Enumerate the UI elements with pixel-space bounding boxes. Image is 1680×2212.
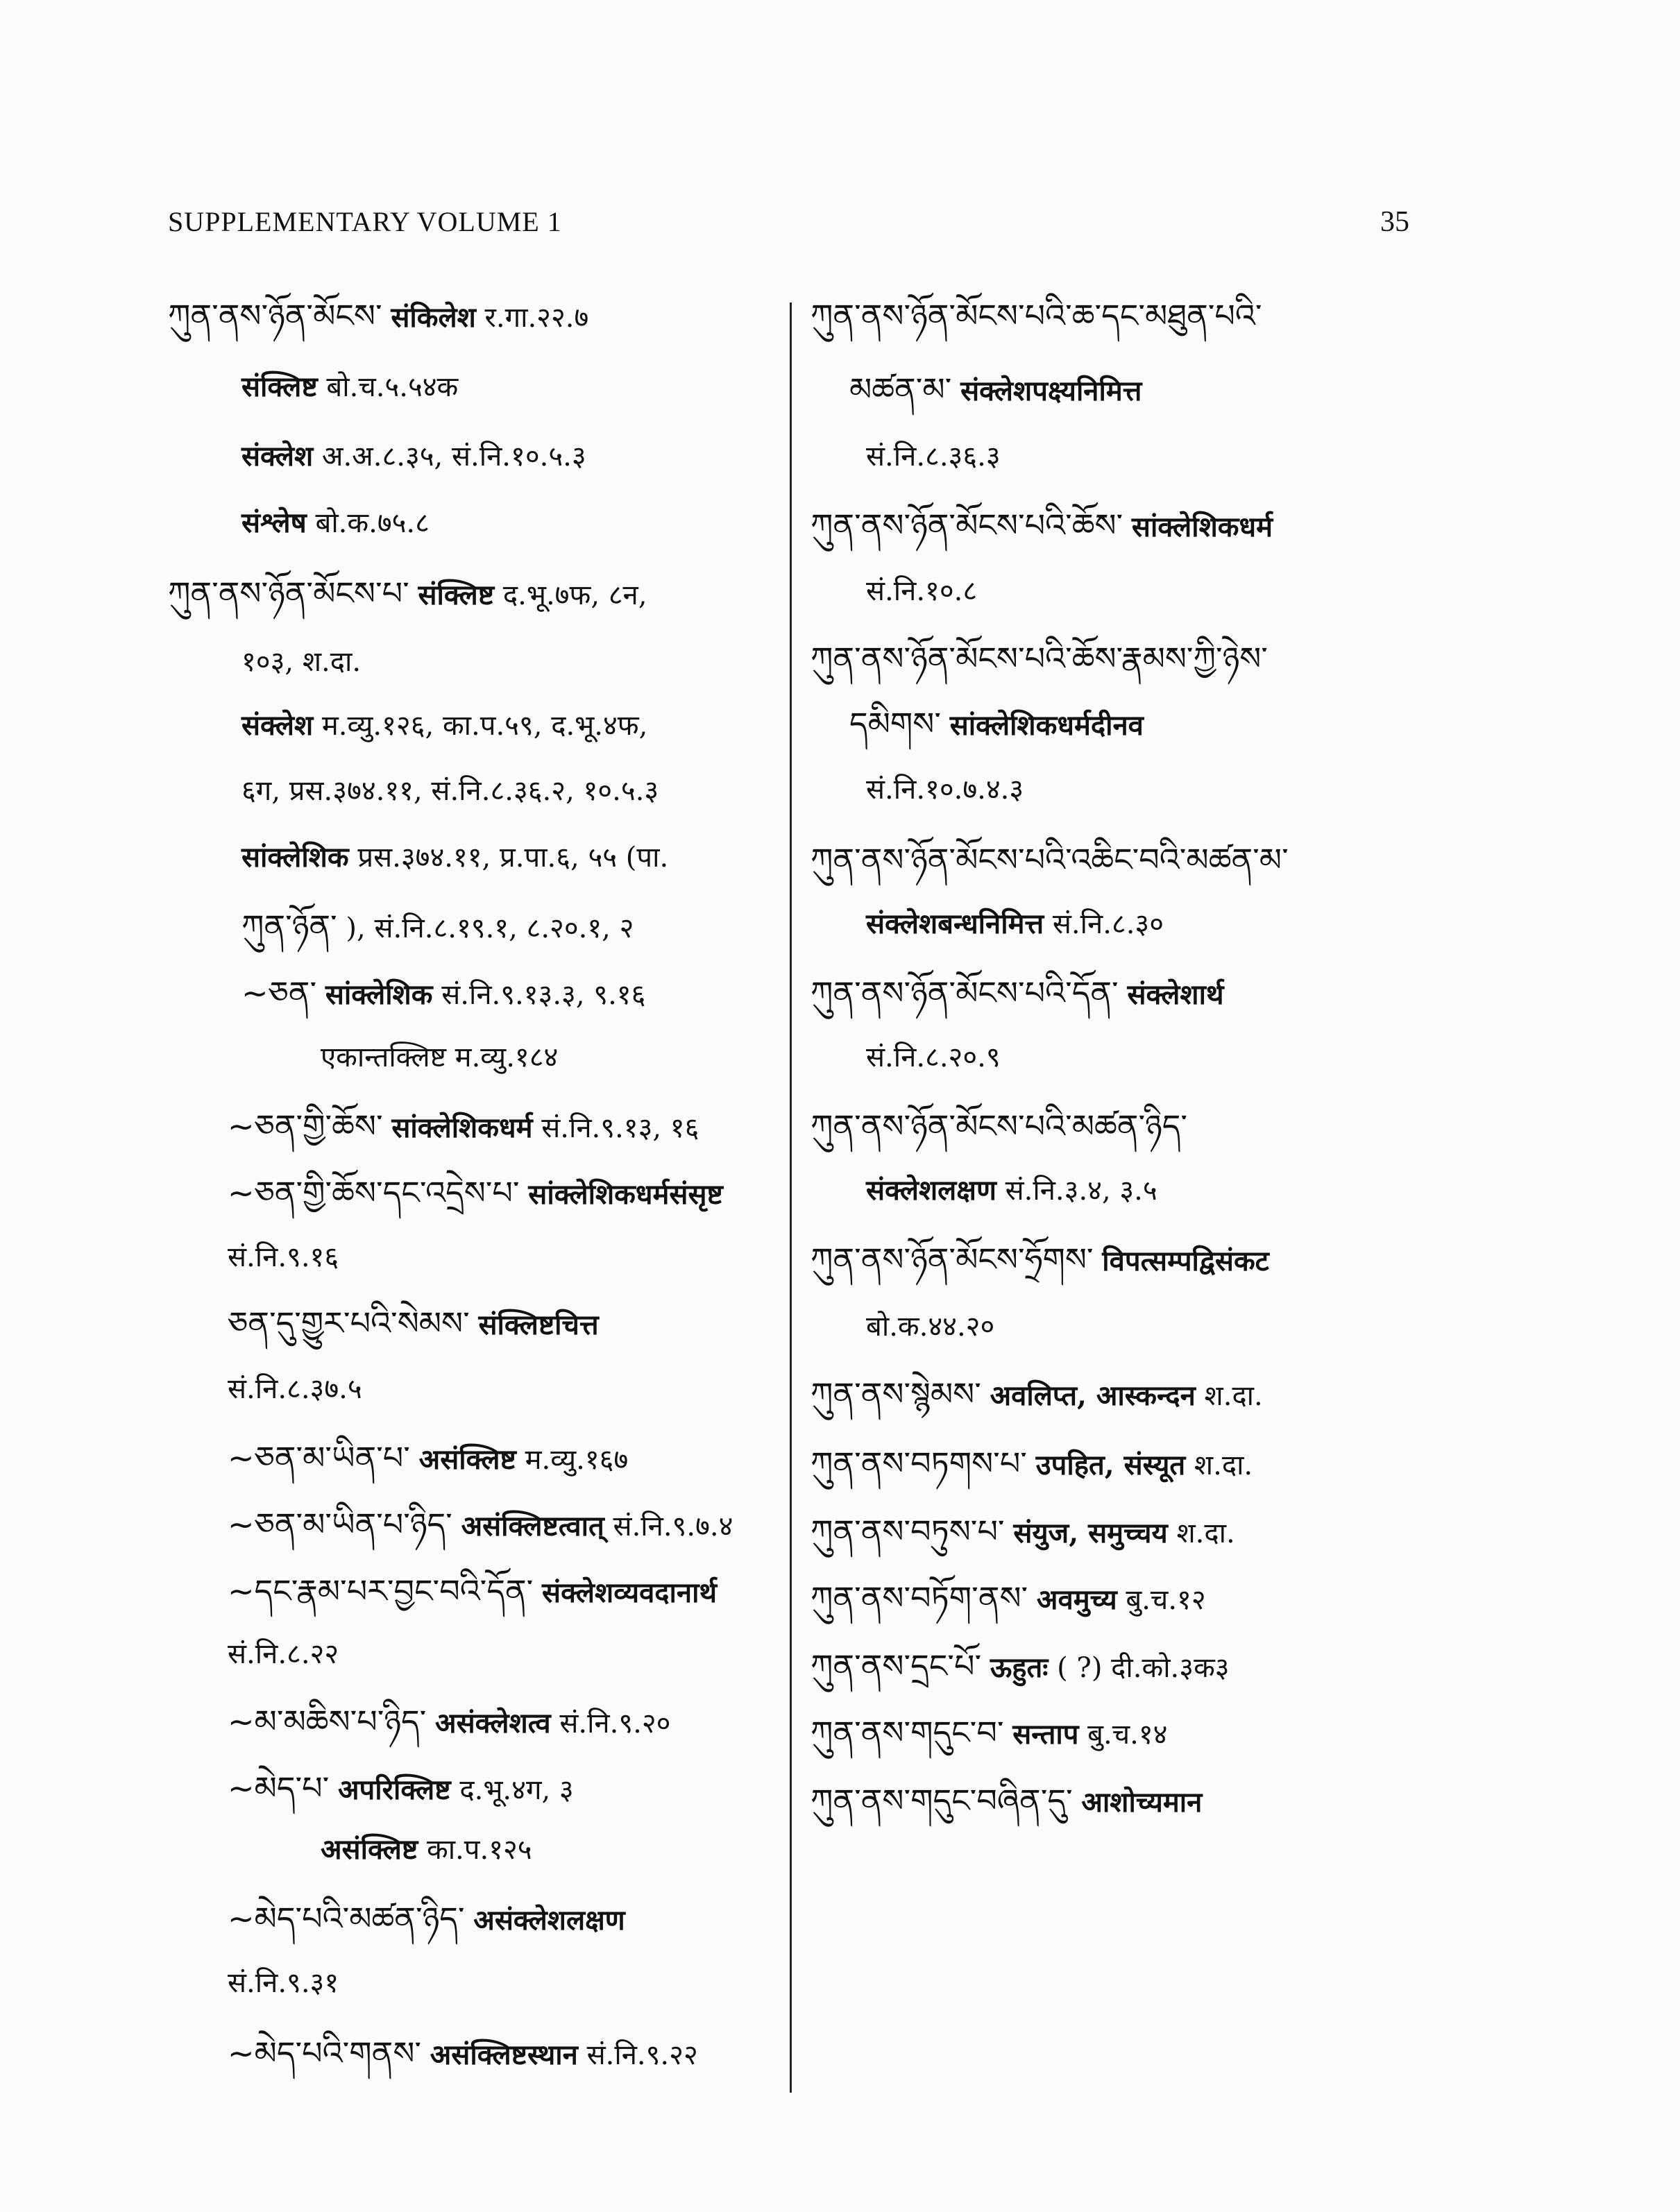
tibetan-term: ~མེད་པའི་མཚན་ཉིད་ bbox=[228, 1900, 465, 1937]
tibetan-term: ཀུན་ནས་ཉོན་མོངས་པའི་མཚན་ཉིད་ bbox=[811, 1107, 1188, 1145]
left-entry-line bbox=[168, 2034, 698, 2072]
left-entry-line bbox=[168, 648, 361, 676]
left-entry-line bbox=[168, 1243, 339, 1271]
sanskrit-term: संक्लेशलक्षण bbox=[866, 1174, 996, 1207]
reference: श.दा. bbox=[1194, 1449, 1253, 1481]
reference: ( ?) दी.को.३क३ bbox=[1057, 1652, 1230, 1684]
left-entry-line bbox=[168, 841, 669, 874]
tibetan-term: ཀུན་ནས་དྲང་པོ་ bbox=[811, 1647, 982, 1685]
tibetan-term: ཀུན་ནས་བཏགས་པ་ bbox=[811, 1445, 1027, 1482]
right-entry-line bbox=[811, 1174, 1157, 1207]
reference: सं.नि.१०.८ bbox=[866, 575, 978, 607]
tibetan-term: ཀུན་ནས་གདུང་བ་ bbox=[811, 1714, 1004, 1751]
reference: सं.नि.८.३० bbox=[1052, 908, 1164, 940]
tibetan-term: ཀུན་ནས་ཉོན་མོངས་པའི་དོན་ bbox=[811, 974, 1119, 1012]
left-entry-line bbox=[168, 974, 646, 1012]
right-entry-line bbox=[811, 371, 1142, 408]
reference: सं.नि.८.३६.३ bbox=[866, 441, 1001, 473]
reference: अ.अ.८.३५, सं.नि.१०.५.३ bbox=[321, 441, 586, 473]
reference: बु.च.१४ bbox=[1087, 1719, 1168, 1751]
reference: सं.नि.९.१६ bbox=[228, 1241, 339, 1273]
reference: एकान्तक्लिष्ट म.व्यु.१८४ bbox=[321, 1041, 559, 1073]
right-entry-line bbox=[811, 1107, 1188, 1145]
left-entry-line bbox=[168, 1375, 362, 1403]
reference: प्रस.३७४.११, प्र.पा.६, ५५ (पा. bbox=[357, 842, 669, 874]
left-entry-line bbox=[168, 297, 589, 334]
tibetan-term: ~མེད་པ་ bbox=[228, 1769, 330, 1807]
reference: सं.नि.८.३७.५ bbox=[228, 1373, 362, 1405]
tibetan-term: མཚན་མ་ bbox=[849, 371, 952, 408]
right-entry-line bbox=[811, 1647, 1230, 1685]
sanskrit-term: सन्ताप bbox=[1012, 1718, 1079, 1751]
tibetan-term: ཀུན་ནས་བཏོག་ནས་ bbox=[811, 1579, 1028, 1617]
reference: ), सं.नि.८.१९.१, ८.२०.१, २ bbox=[346, 912, 634, 944]
tibetan-term: ཀུན་ནས་ཉོན་མོངས་པའི་འཆིང་བའི་མཚན་མ་ bbox=[811, 841, 1289, 878]
tibetan-term: ཀུན་ནས་ཉོན་མོངས་པའི་ཆོས་ bbox=[811, 507, 1123, 544]
column-divider bbox=[790, 303, 792, 2093]
reference: म.व्यु.१६७ bbox=[525, 1444, 629, 1476]
reference: सं.नि.९.१३.३, ९.१६ bbox=[441, 979, 646, 1011]
left-entry-line bbox=[168, 1304, 599, 1342]
tibetan-term: ~ཅན་ bbox=[241, 974, 317, 1012]
tibetan-term: ཀུན་ནས་བཏུས་པ་ bbox=[811, 1513, 1005, 1550]
right-entry-line bbox=[811, 705, 1144, 742]
reference: सं.नि.१०.७.४.३ bbox=[866, 774, 1024, 806]
reference: बु.च.१२ bbox=[1126, 1584, 1206, 1616]
sanskrit-term: अवलिप्त, आस्कन्दन bbox=[990, 1379, 1196, 1412]
sanskrit-term: असंक्लेशलक्षण bbox=[473, 1904, 625, 1937]
left-entry-line bbox=[168, 1969, 339, 1997]
reference: सं.नि.८.२२ bbox=[228, 1638, 339, 1670]
sanskrit-term: संक्लेशव्यवदानार्थ bbox=[542, 1576, 718, 1609]
sanskrit-term: असंक्लिष्ट bbox=[418, 1443, 516, 1476]
sanskrit-term: संयुज, समुच्चय bbox=[1013, 1517, 1168, 1549]
sanskrit-term: असंक्लिष्टत्वात् bbox=[461, 1510, 604, 1542]
tibetan-term: ~མེད་པའི་གནས་ bbox=[228, 2034, 422, 2072]
left-entry-line bbox=[168, 1703, 671, 1740]
left-entry-line bbox=[168, 575, 647, 612]
reference: म.व्यु.१२६, का.प.५९, द.भू.४फ, bbox=[321, 710, 648, 742]
reference: सं.नि.३.४, ३.५ bbox=[1005, 1175, 1157, 1207]
sanskrit-term: संक्लिष्टचित्त bbox=[478, 1309, 599, 1341]
left-entry-line bbox=[168, 1439, 629, 1477]
left-entry-line bbox=[168, 1640, 339, 1668]
page-number: 35 bbox=[1380, 206, 1409, 238]
reference: र.गा.२२.७ bbox=[484, 302, 589, 334]
sanskrit-term: संक्लेशार्थ bbox=[1127, 978, 1224, 1011]
tibetan-term: ~ཅན་མ་ཡིན་པ་ bbox=[228, 1439, 410, 1477]
right-entry-line bbox=[811, 1375, 1263, 1413]
left-entry-line bbox=[168, 709, 648, 742]
reference: ६ग, प्रस.३७४.११, सं.नि.८.३६.२, १०.५.३ bbox=[241, 775, 659, 807]
sanskrit-term: सांक्लेशिकधर्म bbox=[391, 1112, 533, 1144]
right-entry-line bbox=[811, 1445, 1253, 1482]
tibetan-term: ཀུན་ཉོན་ bbox=[241, 908, 337, 945]
tibetan-term: ཀུན་ནས་ཉོན་མོངས་པ་ bbox=[168, 575, 409, 612]
reference: बो.क.४४.२० bbox=[866, 1311, 995, 1343]
right-entry-line bbox=[811, 297, 1262, 334]
left-entry-line bbox=[168, 1572, 718, 1610]
right-entry-line bbox=[811, 1579, 1206, 1617]
left-entry-line bbox=[168, 1833, 532, 1866]
sanskrit-term: संक्लेश bbox=[241, 440, 314, 473]
sanskrit-term: संक्लेशपक्ष्यनिमित्त bbox=[960, 375, 1142, 407]
reference: सं.नि.८.२०.९ bbox=[866, 1041, 1001, 1073]
sanskrit-term: सांक्लेशिकधर्म bbox=[1131, 511, 1273, 543]
reference: द.भू.४ग, ३ bbox=[459, 1774, 574, 1806]
sanskrit-term: सांक्लेशिक bbox=[241, 841, 349, 874]
sanskrit-term: संक्लिष्ट bbox=[418, 579, 495, 611]
reference: सं.नि.९.३१ bbox=[228, 1967, 339, 1999]
tibetan-term: ~ཅན་མ་ཡིན་པ་ཉིད་ bbox=[228, 1506, 452, 1543]
right-entry-line bbox=[811, 507, 1273, 544]
reference: श.दा. bbox=[1176, 1517, 1235, 1549]
tibetan-term: དམིགས་ bbox=[849, 705, 942, 742]
left-entry-line bbox=[168, 777, 659, 805]
left-entry-line bbox=[168, 1900, 625, 1937]
tibetan-term: ~ཅན་གྱི་ཆོས་དང་འདྲེས་པ་ bbox=[228, 1174, 520, 1211]
reference: १०३, श.दा. bbox=[241, 646, 362, 678]
right-entry-line bbox=[811, 1241, 1269, 1278]
page-header bbox=[168, 205, 1409, 247]
left-entry-line bbox=[168, 373, 458, 401]
right-entry-line bbox=[811, 974, 1224, 1012]
reference: सं.नि.९.२२ bbox=[586, 2039, 698, 2071]
sanskrit-term: उपहित, संस्यूत bbox=[1035, 1449, 1186, 1481]
right-entry-line bbox=[811, 910, 1164, 938]
tibetan-term: ཀུན་ནས་ཉོན་མོངས་པའི་ཆ་དང་མཐུན་པའི་ bbox=[811, 297, 1262, 334]
sanskrit-term: अपरिक्लिष्ट bbox=[338, 1773, 451, 1806]
reference: बो.च.५.५४क bbox=[326, 371, 459, 403]
reference: सं.नि.९.७.४ bbox=[613, 1511, 733, 1542]
sanskrit-term: ऊहुतः bbox=[990, 1651, 1049, 1684]
sanskrit-term: सांक्लेशिकधर्मदीनव bbox=[949, 709, 1144, 742]
left-entry-line bbox=[168, 1769, 574, 1807]
sanskrit-term: विपत्सम्पद्विसंकट bbox=[1102, 1245, 1269, 1277]
right-entry-line bbox=[811, 1782, 1203, 1819]
sanskrit-term: सांक्लेशिकधर्मसंसृष्ट bbox=[528, 1178, 723, 1211]
reference: बो.क.७५.८ bbox=[315, 507, 430, 539]
reference: सं.नि.९.१३, १६ bbox=[541, 1112, 699, 1144]
reference: द.भू.७फ, ८न, bbox=[502, 579, 647, 611]
tibetan-term: ཀུན་ནས་སྙེམས་ bbox=[811, 1375, 981, 1413]
right-entry-line bbox=[811, 841, 1289, 878]
sanskrit-term: सांक्लेशिक bbox=[325, 978, 433, 1011]
right-entry-line bbox=[811, 1313, 994, 1341]
right-entry-line bbox=[811, 640, 1268, 677]
tibetan-term: ~ཅན་གྱི་ཆོས་ bbox=[228, 1107, 383, 1145]
right-entry-line bbox=[811, 1714, 1168, 1751]
left-entry-line bbox=[168, 440, 586, 473]
sanskrit-term: संक्लेश bbox=[241, 709, 314, 742]
sanskrit-term: आशोच्यमान bbox=[1081, 1786, 1203, 1819]
left-entry-line bbox=[168, 1174, 723, 1211]
left-entry-line bbox=[168, 509, 430, 537]
left-entry-line bbox=[168, 1107, 699, 1145]
sanskrit-term: असंक्लिष्टस्थान bbox=[430, 2039, 578, 2071]
left-entry-line bbox=[168, 908, 634, 945]
tibetan-term: ~དང་རྣམ་པར་བྱང་བའི་དོན་ bbox=[228, 1572, 534, 1610]
reference: श.दा. bbox=[1204, 1380, 1263, 1412]
tibetan-term: ཅན་དུ་གྱུར་པའི་སེམས་ bbox=[228, 1304, 470, 1342]
tibetan-term: ~མ་མཆིས་པ་ཉིད་ bbox=[228, 1703, 427, 1740]
sanskrit-term: संश्लेष bbox=[241, 507, 307, 539]
tibetan-term: ཀུན་ནས་གདུང་བཞིན་དུ་ bbox=[811, 1782, 1073, 1819]
running-title: SUPPLEMENTARY VOLUME 1 bbox=[168, 206, 562, 237]
sanskrit-term: संक्लेशबन्धनिमित्त bbox=[866, 908, 1044, 940]
tibetan-term: ཀུན་ནས་ཉོན་མོངས་ bbox=[168, 297, 382, 334]
sanskrit-term: असंक्लिष्ट bbox=[321, 1833, 418, 1866]
right-entry-line bbox=[811, 441, 1001, 473]
sanskrit-term: संक्लिष्ट bbox=[241, 371, 318, 403]
sanskrit-term: असंक्लेशत्व bbox=[435, 1707, 551, 1739]
sanskrit-term: अवमुच्य bbox=[1036, 1583, 1117, 1616]
tibetan-term: ཀུན་ནས་ཉོན་མོངས་ཧྲོགས་ bbox=[811, 1241, 1094, 1278]
left-entry-line bbox=[168, 1041, 559, 1073]
sanskrit-term: संकिलेश bbox=[391, 301, 476, 334]
left-entry-line bbox=[168, 1506, 733, 1543]
right-entry-line bbox=[811, 1513, 1235, 1550]
reference: सं.नि.९.२० bbox=[559, 1708, 671, 1739]
right-entry-line bbox=[811, 1041, 1001, 1073]
tibetan-term: ཀུན་ནས་ཉོན་མོངས་པའི་ཆོས་རྣམས་ཀྱི་ཉེས་ bbox=[811, 640, 1268, 677]
right-entry-line bbox=[811, 774, 1024, 806]
reference: का.प.१२५ bbox=[426, 1834, 532, 1866]
right-entry-line bbox=[811, 577, 977, 605]
